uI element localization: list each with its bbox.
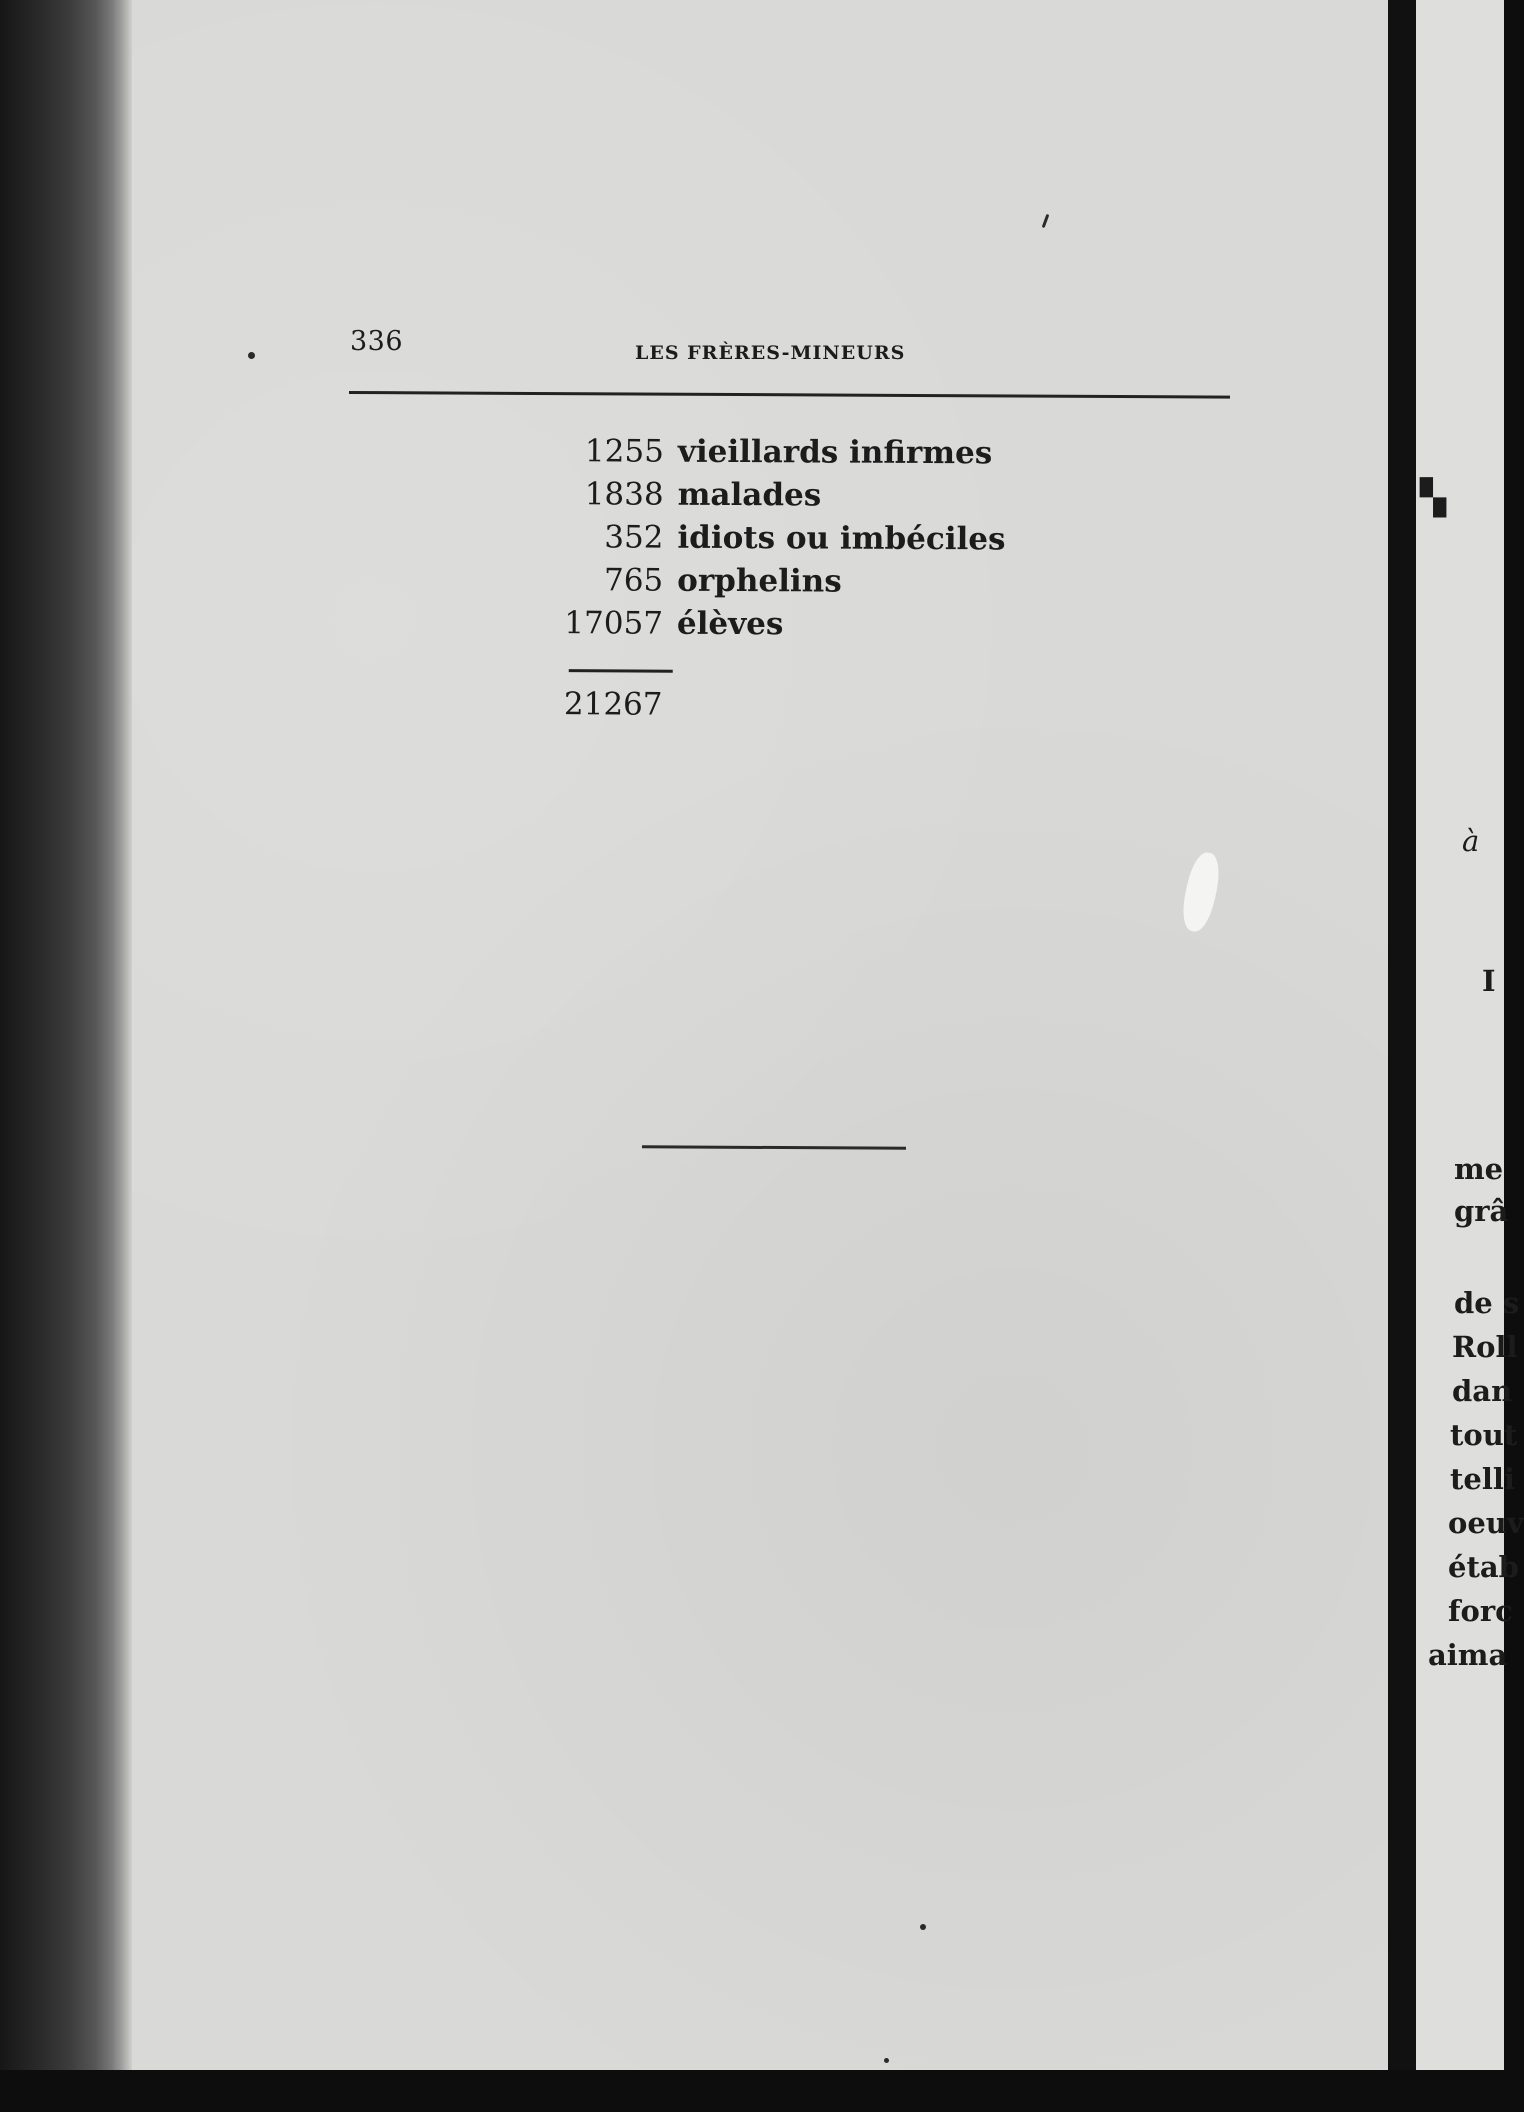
facing-page-fragment: aima <box>1428 1638 1508 1672</box>
facing-page-fragment: dan <box>1452 1374 1513 1408</box>
stat-value: 17057 <box>564 605 664 642</box>
facing-page-fragment: ▚ <box>1420 478 1447 518</box>
left-page-edge <box>118 0 132 2070</box>
stat-total: 21267 <box>563 686 663 723</box>
stat-label: orphelins <box>677 562 842 600</box>
stat-label: malades <box>677 476 822 514</box>
stat-row <box>540 430 1040 476</box>
page-number: 336 <box>350 326 404 357</box>
sum-rule <box>569 669 673 673</box>
stat-label: vieillards infirmes <box>677 433 993 472</box>
stat-value: 765 <box>603 562 664 599</box>
facing-page-fragment: à <box>1462 824 1480 858</box>
facing-page-fragment: forc <box>1448 1594 1513 1628</box>
left-page <box>118 0 1396 2070</box>
stat-label: élèves <box>676 605 784 643</box>
scan-bottom-border <box>0 2070 1504 2112</box>
stat-label: idiots ou imbéciles <box>677 519 1006 558</box>
stat-row <box>539 516 1039 562</box>
facing-page-fragment: I <box>1482 964 1496 998</box>
page-gutter <box>1388 0 1416 2112</box>
facing-page-fragment: telli <box>1450 1462 1515 1496</box>
stat-value: 352 <box>604 519 664 556</box>
stat-row <box>539 559 1039 605</box>
stat-value: 1255 <box>584 433 664 470</box>
ink-speck <box>248 352 255 359</box>
facing-page-fragment: grâ <box>1454 1194 1509 1228</box>
statistics-table <box>538 430 1040 725</box>
facing-page-fragment: de s <box>1454 1286 1520 1320</box>
book-spine <box>0 0 120 2112</box>
facing-page-fragment: oeuv <box>1448 1506 1524 1540</box>
stat-row <box>539 602 1039 648</box>
facing-page <box>1416 0 1524 2075</box>
ink-speck <box>920 1924 926 1930</box>
ink-speck <box>884 2058 889 2063</box>
running-title: LES FRÈRES-MINEURS <box>635 342 906 364</box>
facing-page-fragment: Roll <box>1452 1330 1518 1364</box>
facing-page-fragment: me <box>1454 1152 1504 1186</box>
facing-page-fragment: étab <box>1448 1550 1519 1584</box>
facing-page-fragment: tout <box>1450 1418 1518 1452</box>
stat-value: 1838 <box>584 476 664 513</box>
stat-row <box>540 473 1040 519</box>
